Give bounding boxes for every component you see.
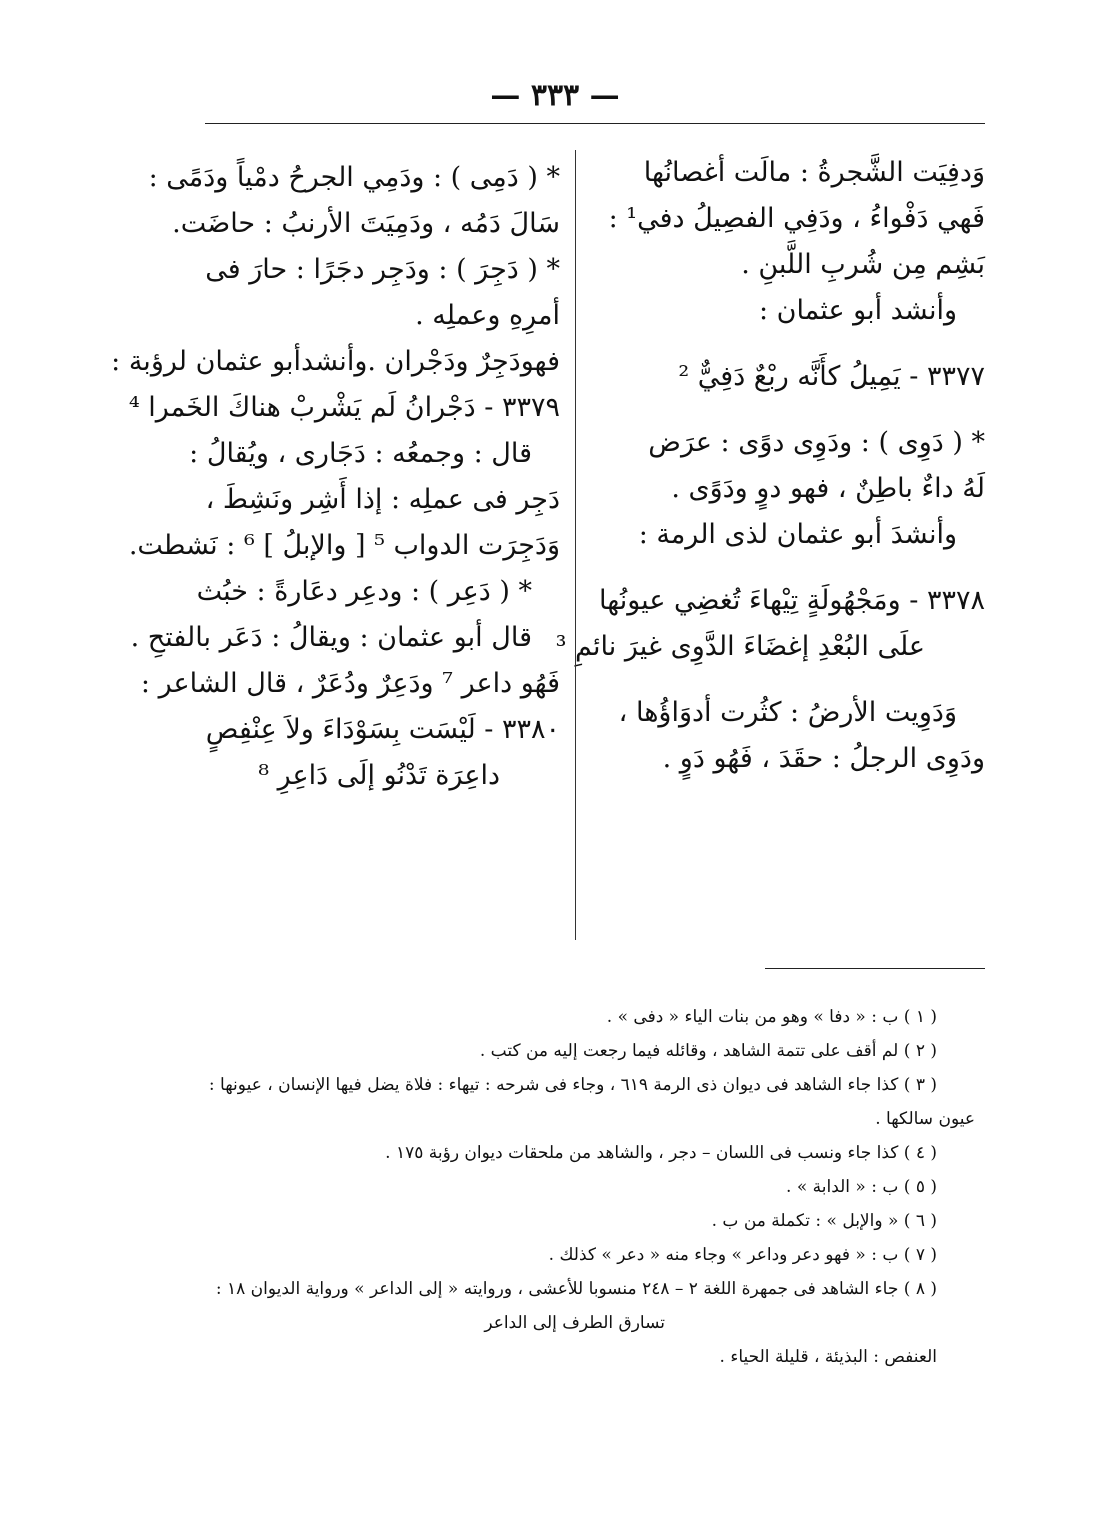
text-line: قال : وجمعُه : دَجَارى ، ويُقالُ :: [189, 438, 532, 469]
entry-heading-dajir: * ( دَجِرَ ) : ودَجِر دجَرًا : حارَ فى: [205, 254, 560, 285]
footnote: ( ١ ) ب : « دفا » وهو من بنات الياء « دفى » .: [606, 1007, 937, 1027]
text-line: وأنشد أبو عثمان :: [758, 295, 957, 326]
footnote: العنفص : البذيئة ، قليلة الحياء .: [719, 1347, 937, 1367]
text-line: وَدفِيَت الشَّجرةُ : مالَت أغصانُها: [643, 157, 985, 188]
footnote: ( ٢ ) لم أقف على تتمة الشاهد ، وقائله فيما رجعت إليه من كتب .: [479, 1041, 937, 1061]
header-rule: [205, 123, 985, 124]
footnote-rule: [765, 968, 985, 969]
text-line: وأنشدَ أبو عثمان لذى الرمة :: [638, 519, 957, 550]
text-line: بَشِم مِن شُربِ اللَّبنِ .: [741, 249, 985, 280]
verse-3380-first: ٣٣٨٠ - لَيْسَت بِسَوْدَاءَ ولاَ عِنْفِصٍ: [205, 714, 560, 745]
entry-heading-daar: * ( دَعِر ) : ودعِر دعَارةً : خبُث: [196, 576, 532, 607]
entry-heading-dami: * ( دَمِى ) : ودَمِي الجرحُ دمْياً ودَمًى :: [148, 162, 560, 193]
verse-3378-first: ٣٣٧٨ - ومَجْهُولَةٍ تِيْهاءَ تُغضِي عيونُها: [599, 585, 985, 616]
spacer: [590, 334, 985, 354]
footnote: ( ٣ ) كذا جاء الشاهد فى ديوان ذى الرمة ٦١٩ ، وجاء فى شرحه : تيهاء : فلاة يضل فيها الإنسان ، عيونها :: [208, 1075, 937, 1095]
footnote: ( ٨ ) جاء الشاهد فى جمهرة اللغة ٢ – ٢٤٨ منسوبا للأعشى ، وروايته « إلى الداعر » ورواية الديوان ١٨ :: [215, 1279, 937, 1299]
footnote: ( ٥ ) ب : « الدابة » .: [786, 1177, 937, 1197]
text-line: دَجِر فى عملِه : إذا أَشِر ونَشِطَ ،: [205, 484, 560, 515]
right-column: [555, 150, 985, 782]
text-line: فَهي دَفْواءُ ، ودَفِي الفصِيلُ دفي¹ :: [608, 203, 985, 234]
text-line: لَهُ داءٌ باطِنٌ ، فهو دوٍ ودَوًى .: [671, 473, 985, 504]
verse-3379: ٣٣٧٩ - دَجْرانُ لَم يَشْربْ هناكَ الخَمرا ⁴: [128, 392, 560, 423]
footnote: ( ٤ ) كذا جاء ونسب فى اللسان – دجر ، والشاهد من ملحقات ديوان رؤبة ١٧٥ .: [385, 1143, 937, 1163]
footnote: ( ٧ ) ب : « فهو دعر وداعر » وجاء منه « دعر » كذلك .: [548, 1245, 937, 1265]
column-divider: [575, 150, 576, 940]
footnote: ( ٦ ) « والإبل » : تكملة من ب .: [711, 1211, 937, 1231]
text-line: سَالَ دَمُه ، ودَمِيَتَ الأرنبُ : حاضَت.: [172, 208, 560, 239]
verse-3377: ٣٣٧٧ - يَمِيلُ كأَنَّه ربْعٌ دَفِيٌّ ²: [678, 361, 985, 392]
text-line: ودَوِى الرجلُ : حقَدَ ، فَهُو دَوٍ .: [662, 743, 985, 774]
footnote-continuation: عيون سالكها .: [875, 1109, 975, 1129]
spacer: [590, 558, 985, 578]
text-line: قال أبو عثمان : ويقالُ : دَعَر بالفتحِ .: [130, 622, 532, 653]
text-line: فَهُو داعر ⁷ ودَعِرٌ ودُعَرٌ ، قال الشاعر :: [140, 668, 560, 699]
spacer: [590, 670, 985, 690]
text-line: أمرِهِ وعملِه .: [415, 300, 560, 331]
spacer: [590, 400, 985, 420]
verse-3380-second: داعِرَة تَدْنُو إلَى دَاعِرِ ⁸: [258, 760, 500, 791]
footnote-verse: تسارق الطرف إلى الداعر: [484, 1313, 665, 1333]
verse-3378-second: علَى البُعْدِ إغضَاءَ الدَّوِى غيرَ نائمِ ³: [555, 631, 925, 662]
left-column: [111, 155, 560, 799]
text-line: فهودَجِرٌ ودَجْران .وأنشدأبو عثمان لرؤبة :: [111, 346, 560, 377]
footnotes: [160, 1000, 975, 1374]
entry-heading-dawa: * ( دَوِى ) : ودَوِى دوًى : عرَض: [648, 427, 985, 458]
text-line: وَدَجِرَت الدواب ⁵ [ والإبلُ ] ⁶ : نَشطت.: [128, 530, 560, 561]
page-number: — ٣٣٣ —: [490, 78, 620, 113]
text-line: وَدَوِيت الأرضُ : كثُرت أدوَاؤُها ،: [618, 697, 957, 728]
